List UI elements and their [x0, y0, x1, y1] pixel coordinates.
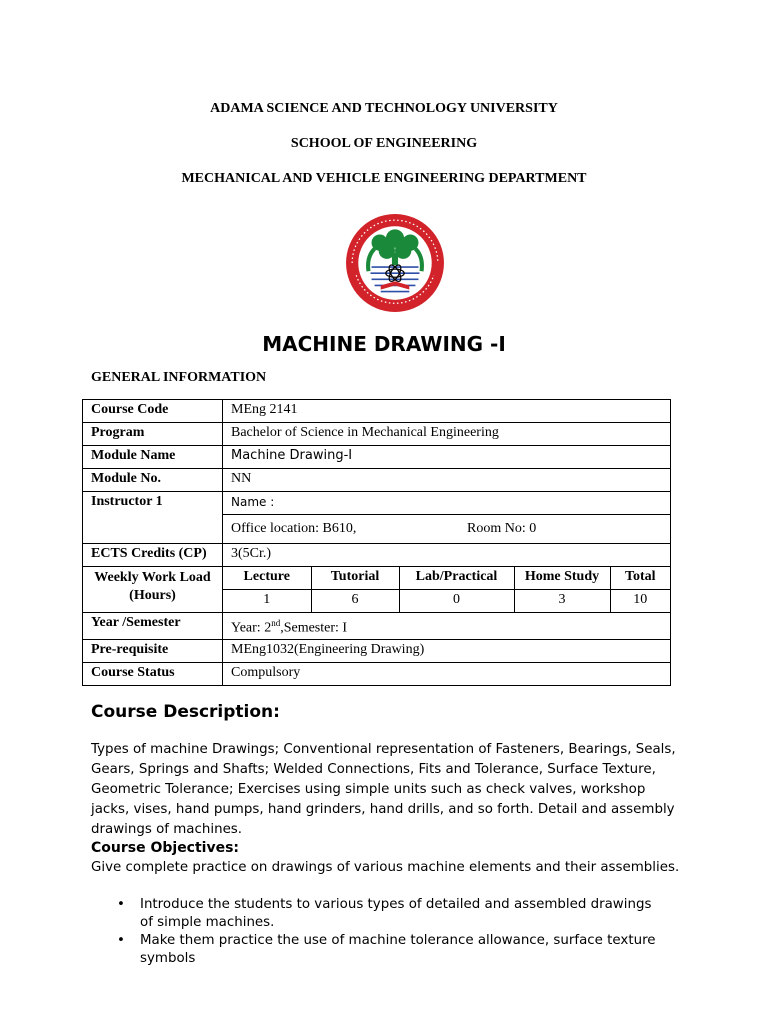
list-item [117, 932, 657, 968]
home-study-header: Home Study [514, 567, 610, 590]
course-info-table [82, 399, 671, 686]
table-row [83, 613, 671, 640]
module-name-value: Machine Drawing-I [223, 446, 671, 469]
year-text: Year: 2 [231, 620, 272, 636]
table-row [83, 423, 671, 446]
course-code-label: Course Code [83, 400, 223, 423]
course-description-heading: Course Description: [91, 702, 280, 722]
table-row [83, 544, 671, 567]
bullet-icon: • [117, 933, 125, 948]
table-row [83, 446, 671, 469]
module-name-label: Module Name [83, 446, 223, 469]
total-hours: 10 [610, 590, 670, 613]
lecture-hours: 1 [223, 590, 311, 613]
table-row [83, 662, 671, 685]
room-number: Room No: 0 [467, 521, 537, 536]
prerequisite-value: MEng1032(Engineering Drawing) [223, 639, 671, 662]
table-row [83, 400, 671, 423]
course-description-text: Types of machine Drawings; Conventional representation of Fasteners, Bearings, Seals, Gears, Springs and Shafts; Welded Connections, Fits and Tolerance, Surface Texture, Geometric Tolerance; Exercises using simple units such as check valves, workshop jacks, vises, hand pumps, hand grinders, hand drills, and so forth. Detail and assembly drawings of machines. [91, 742, 676, 837]
list-item [117, 896, 657, 932]
workload-table [223, 567, 670, 612]
table-row [223, 590, 670, 613]
office-location: Office location: B610, [231, 521, 357, 536]
year-semester-label: Year /Semester [83, 613, 223, 640]
bullet-icon: • [117, 897, 125, 912]
course-code-value: MEng 2141 [223, 400, 671, 423]
course-status-label: Course Status [83, 662, 223, 685]
lecture-header: Lecture [223, 567, 311, 590]
course-status-value: Compulsory [223, 662, 671, 685]
prerequisite-label: Pre-requisite [83, 639, 223, 662]
tutorial-header: Tutorial [311, 567, 399, 590]
table-row [83, 567, 671, 613]
document-title: MACHINE DRAWING -I [262, 332, 506, 356]
table-row [83, 469, 671, 492]
module-no-label: Module No. [83, 469, 223, 492]
university-name: ADAMA SCIENCE AND TECHNOLOGY UNIVERSITY [210, 101, 558, 116]
school-name: SCHOOL OF ENGINEERING [290, 136, 478, 151]
program-value: Bachelor of Science in Mechanical Engineering [223, 423, 671, 446]
instructor-name: Name : [223, 492, 671, 515]
year-suffix: nd [271, 618, 281, 628]
table-row [83, 639, 671, 662]
total-header: Total [610, 567, 670, 590]
workload-label: Weekly Work Load (Hours) [83, 567, 223, 613]
ects-label: ECTS Credits (CP) [83, 544, 223, 567]
objective-text: Make them practice the use of machine tolerance allowance, surface texture symbols [140, 933, 656, 966]
university-seal-icon [344, 212, 446, 314]
objective-text: Introduce the students to various types of detailed and assembled drawings of simple machines. [140, 897, 652, 930]
general-info-heading: GENERAL INFORMATION [91, 370, 267, 385]
home-study-hours: 3 [514, 590, 610, 613]
semester-text: ,Semester: I [280, 620, 348, 636]
instructor-office-cell [223, 515, 671, 544]
instructor-label: Instructor 1 [83, 492, 223, 544]
tutorial-hours: 6 [311, 590, 399, 613]
ects-value: 3(5Cr.) [223, 544, 671, 567]
lab-practical-header: Lab/Practical [399, 567, 514, 590]
course-objectives-intro: Give complete practice on drawings of various machine elements and their assemblies. [91, 860, 680, 875]
program-label: Program [83, 423, 223, 446]
department-name: MECHANICAL AND VEHICLE ENGINEERING DEPARTMENT [181, 171, 587, 186]
module-no-value: NN [223, 469, 671, 492]
course-objectives-heading: Course Objectives: [91, 840, 240, 856]
table-row [83, 492, 671, 515]
objectives-list [117, 896, 657, 968]
lab-practical-hours: 0 [399, 590, 514, 613]
table-row [223, 567, 670, 590]
year-semester-value [223, 613, 671, 640]
workload-cell [223, 567, 671, 613]
